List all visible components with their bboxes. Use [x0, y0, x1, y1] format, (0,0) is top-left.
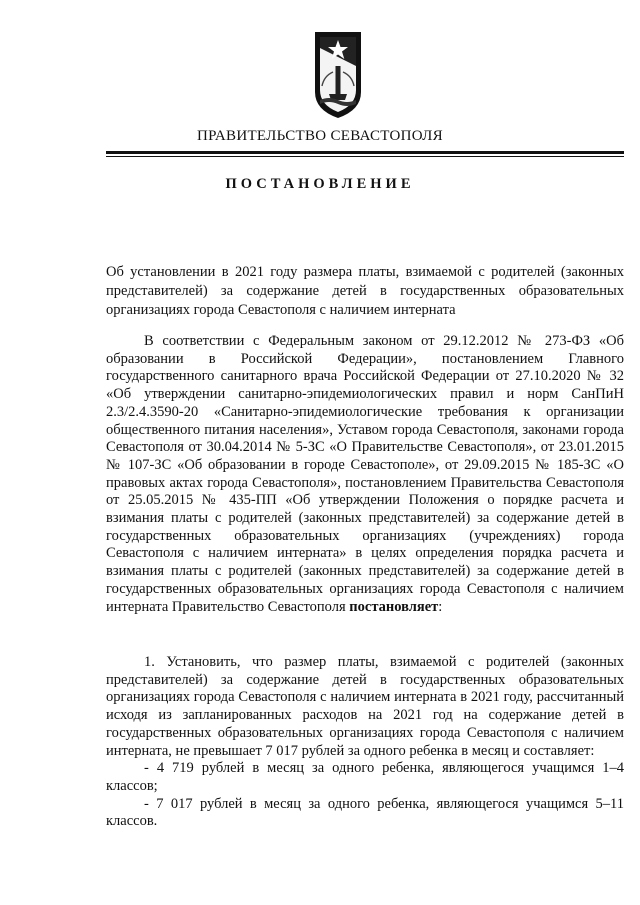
list-item: - 7 017 рублей в месяц за одного ребенка, являющегося учащимся 5–11 классов.	[106, 795, 624, 830]
document-type: ПОСТАНОВЛЕНИЕ	[225, 176, 415, 192]
header-rule-thick	[106, 151, 624, 154]
coat-of-arms	[312, 26, 364, 120]
preamble-text: В соответствии с Федеральным законом от 29.12.2012 № 273-ФЗ «Об образовании в Российской Федерации», постановлением Главного государственного санитарного врача Российской Федерации от 27.10.2020 № 32 «Об утверждении санитарно-эпидемиологических правил и норм СанПиН 2.3/2.4.3590-20 «Санитарно-эпидемиологические требования к организации общественного питания населения», Уставом города Севастополя, законами города Севастополя от 30.04.2014 № 5-ЗС «О Правительстве Севастополя», от 23.01.2015 № 107-ЗС «Об образовании в городе Севастополе», от 29.09.2015 № 185-ЗС «О правовых актах города Севастополя», постановлением Правительства Севастополя от 25.05.2015 № 435-ПП «Об утверждении Положения о порядке расчета и взимания платы с родителей (законных представителей) за содержание детей в государственных образовательных организациях (учреждениях) города Севастополя с наличием интерната» в целях определения порядка расчета и взимания платы с родителей (законных представителей) за содержание детей в государственных образовательных организациях города Севастополя с наличием интерната Правительство Севастополя	[106, 333, 624, 615]
preamble-verb: постановляет	[349, 598, 439, 615]
preamble	[106, 333, 624, 616]
document-subject: Об установлении в 2021 году размера платы, взимаемой с родителей (законных представителей) за содержание детей в государственных образовательных организациях города Севастополя с наличием интерната	[106, 264, 624, 318]
preamble-end: :	[438, 598, 443, 615]
organization-name: ПРАВИТЕЛЬСТВО СЕВАСТОПОЛЯ	[197, 128, 443, 144]
list-item: - 4 719 рублей в месяц за одного ребенка, являющегося учащимся 1–4 классов;	[106, 760, 624, 794]
header-rule-thin	[106, 156, 624, 157]
clause-1: 1. Установить, что размер платы, взимаемой с родителей (законных представителей) за содержание детей в государственных образовательных организациях города Севастополя с наличием интерната в 2021 году, рассчитанный исходя из запланированных расходов на 2021 год на содержание детей в государственных образовательных организациях города Севастополя с наличием интерната, не превышает 7 017 рублей за одного ребенка в месяц и составляет:	[106, 654, 624, 759]
preamble-paragraph	[106, 333, 624, 616]
clauses	[106, 654, 624, 831]
